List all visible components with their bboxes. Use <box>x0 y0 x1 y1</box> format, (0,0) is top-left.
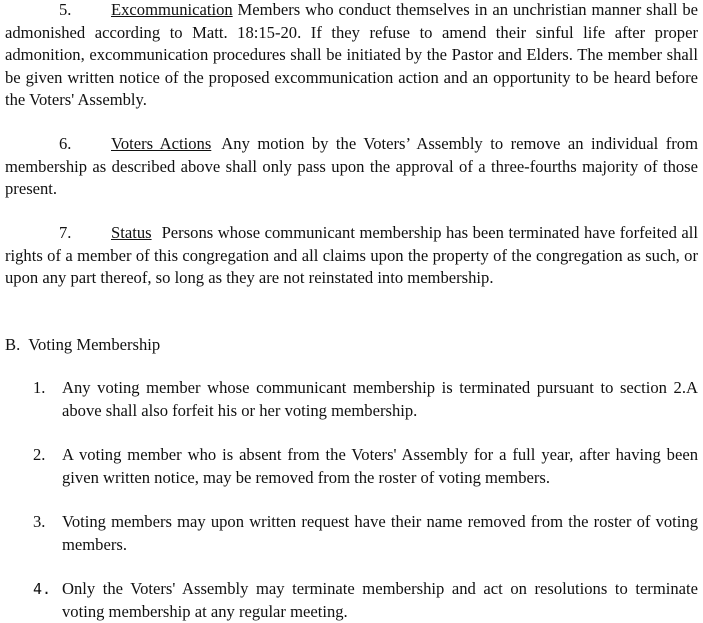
list-item-text: Voting members may upon written request have their name removed from the roster of voting members. <box>62 512 698 554</box>
section-5-heading: Excommunication <box>111 0 233 19</box>
section-6-heading: Voters Actions <box>111 134 212 153</box>
section-6-body: Any motion by the Voters’ Assembly to remove an individual from membership as described above shall only pass upon the approval of a three-fourths majority of those present. <box>5 134 699 198</box>
list-item-text: Any voting member whose communicant membership is terminated pursuant to section 2.A above shall also forfeit his or her voting membership. <box>62 378 698 420</box>
list-item-number: 2. <box>33 445 46 464</box>
section-7-paragraph <box>5 222 698 290</box>
list-item-number: 3. <box>33 512 46 531</box>
section-7-number: 7. <box>59 223 72 242</box>
list-item-number: 4. <box>33 580 52 598</box>
list-item <box>30 578 698 623</box>
list-item-text: Only the Voters' Assembly may terminate membership and act on resolutions to terminate voting membership at any regular meeting. <box>62 579 698 621</box>
section-7-body: Persons whose communicant membership has been terminated have forfeited all rights of a member of this congregation and all claims upon the property of the congregation as such, or upon any part thereof, so long as they are not reinstated into membership. <box>5 223 698 287</box>
section-7-heading: Status <box>111 223 152 242</box>
list-item <box>30 511 698 556</box>
section-5-number: 5. <box>59 0 72 19</box>
list-item-text: A voting member who is absent from the Voters' Assembly for a full year, after having been given written notice, may be removed from the roster of voting members. <box>62 445 698 487</box>
list-item <box>30 377 698 422</box>
list-item-number: 1. <box>33 378 46 397</box>
subsection-title: B. Voting Membership <box>5 335 161 354</box>
section-6-paragraph <box>5 133 698 201</box>
section-5-body: Members who conduct themselves in an unchristian manner shall be admonished according to Matt. 18:15-20. If they refuse to amend their sinful life after proper admonition, excommunication procedures shall be initiated by the Pastor and Elders. The member shall be given written notice of the proposed excommunication action and an opportunity to be heard before the Voters' Assembly. <box>5 0 698 109</box>
section-6-number: 6. <box>59 134 72 153</box>
section-5-paragraph <box>5 0 698 112</box>
list-item <box>30 444 698 489</box>
